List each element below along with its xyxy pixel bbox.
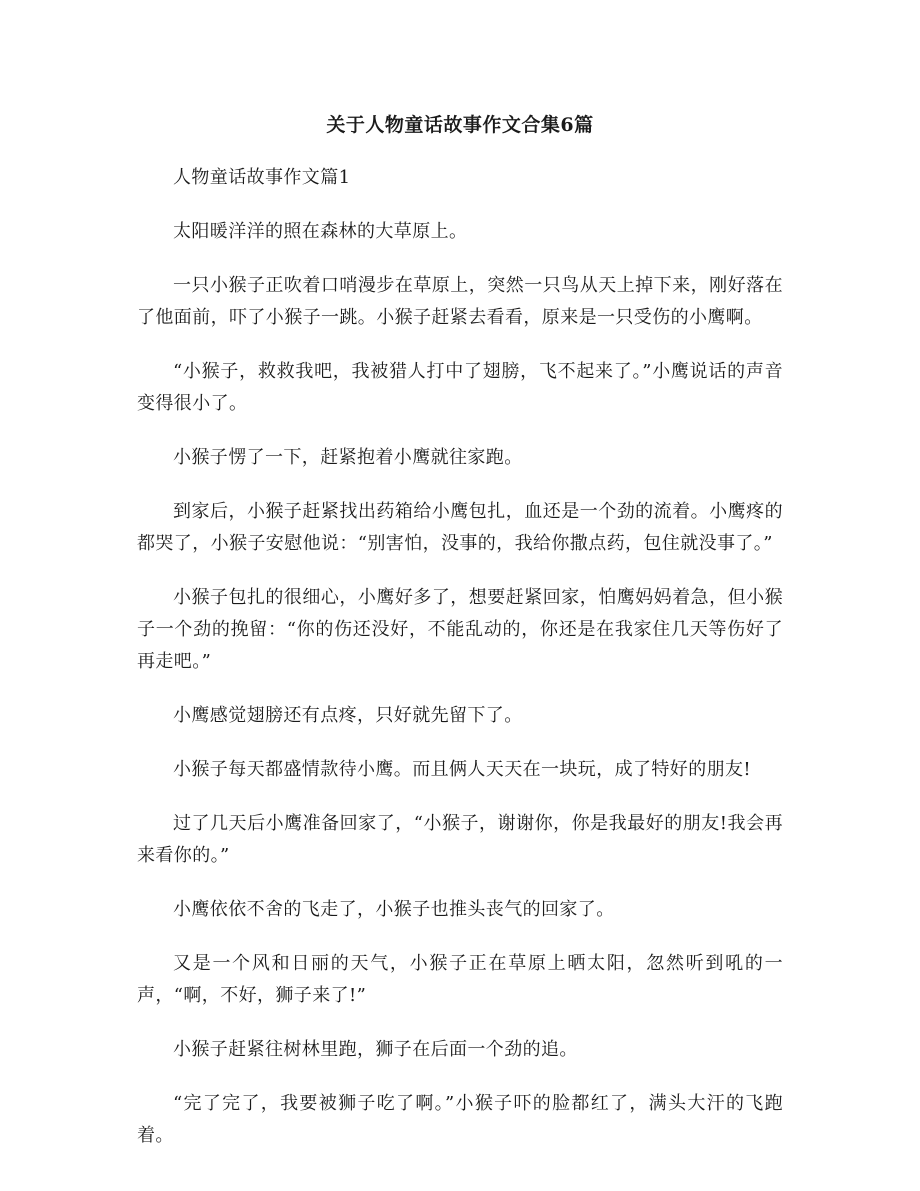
paragraph: 小猴子赶紧往树林里跑，狮子在后面一个劲的追。 (173, 1039, 578, 1060)
document-body (137, 162, 783, 1174)
paragraph: 太阳暖洋洋的照在森林的大草原上。 (173, 221, 468, 242)
paragraph: 小猴子包扎的很细心，小鹰好多了，想要赶紧回家，怕鹰妈妈着急，但小猴子一个劲的挽留：“你的伤还没好，不能乱动的，你还是在我家住几天等伤好了再走吧。” (137, 587, 783, 672)
paragraph: 过了几天后小鹰准备回家了，“小猴子，谢谢你，你是我最好的朋友!我会再来看你的。” (137, 813, 783, 866)
paragraph: 到家后，小猴子赶紧找出药箱给小鹰包扎，血还是一个劲的流着。小鹰疼的都哭了，小猴子安慰他说：“别害怕，没事的，我给你撒点药，包住就没事了。” (137, 501, 783, 554)
paragraph-section-heading: 人物童话故事作文篇1 (173, 167, 351, 188)
paragraph: 小猴子每天都盛情款待小鹰。而且俩人天天在一块玩，成了特好的朋友! (173, 759, 752, 780)
paragraph: 又是一个风和日丽的天气，小猴子正在草原上晒太阳，忽然听到吼的一声，“啊，不好，狮子来了!” (137, 953, 783, 1006)
paragraph: 小鹰依依不舍的飞走了，小猴子也推头丧气的回家了。 (173, 899, 615, 920)
paragraph: 一只小猴子正吹着口哨漫步在草原上，突然一只鸟从天上掉下来，刚好落在了他面前，吓了小猴子一跳。小猴子赶紧去看看，原来是一只受伤的小鹰啊。 (137, 275, 783, 328)
paragraph: 小鹰感觉翅膀还有点疼，只好就先留下了。 (173, 705, 523, 726)
paragraph: “完了完了，我要被狮子吃了啊。”小猴子吓的脸都红了，满头大汗的飞跑着。 (137, 1093, 783, 1146)
document-title: 关于人物童话故事作文合集6篇 (326, 114, 594, 136)
paragraph: “小猴子，救救我吧，我被猎人打中了翅膀，飞不起来了。”小鹰说话的声音变得很小了。 (137, 361, 783, 414)
paragraph: 小猴子愣了一下，赶紧抱着小鹰就往家跑。 (173, 447, 523, 468)
